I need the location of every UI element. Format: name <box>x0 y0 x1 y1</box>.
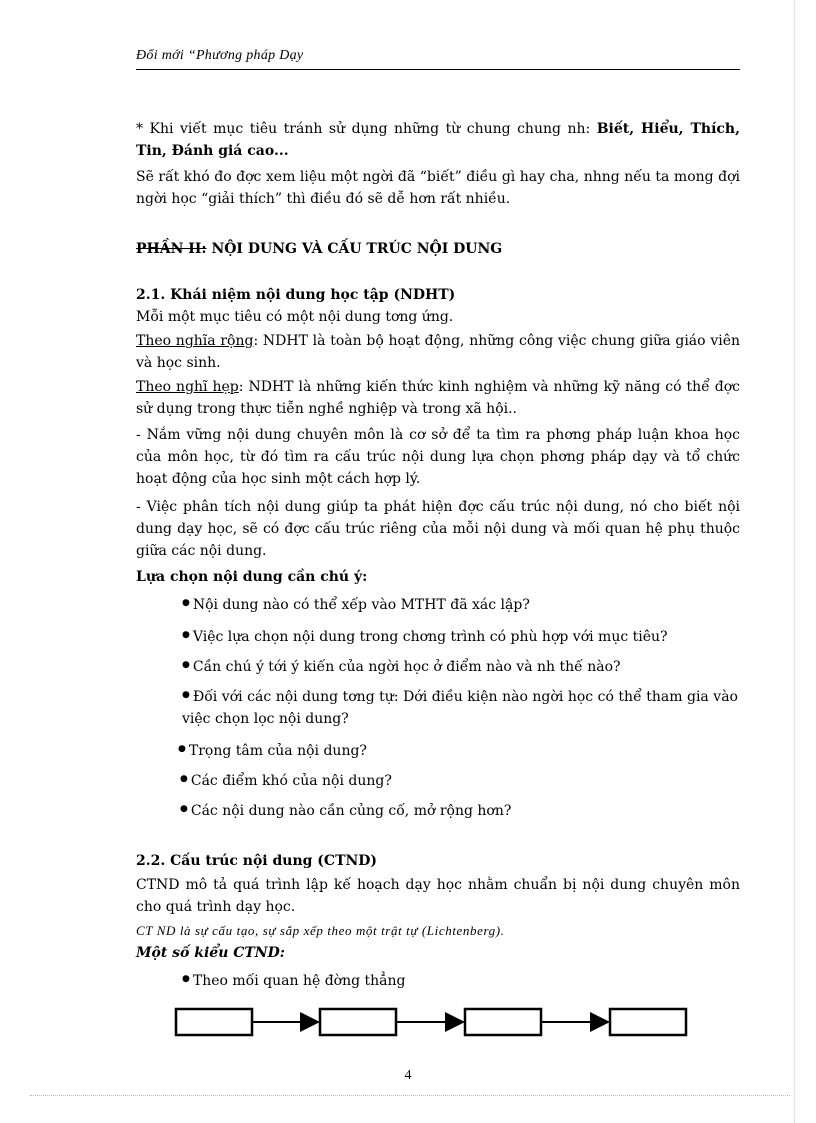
page-edge-dotted-rule <box>794 0 795 1123</box>
bullet-dot-icon: ● <box>182 630 190 640</box>
intro-paragraph: Sẽ rất khó đo đợc xem liệu một ngời đã “biết” điều gì hay cha, nhng nếu ta mong đợi ngời học “giải thích” thì điều đó sẽ dễ hơn rất nhiều. <box>136 169 740 207</box>
bullet-item: ● Nội dung nào có thể xếp vào MTHT đã xác lập? <box>182 597 530 613</box>
flow-box <box>465 1009 541 1035</box>
bullet-item: ● Theo mối quan hệ đờng thẳng <box>182 973 406 989</box>
narrow-definition <box>136 376 740 420</box>
flow-box <box>610 1009 686 1035</box>
page-number: 4 <box>404 1068 412 1083</box>
dash-paragraph-2: - Việc phân tích nội dung giúp ta phát hiện đợc cấu trúc nội dung, nó cho biết nội dung dạy học, sẽ có đợc cấu trúc riêng của mỗi nội dung và mối quan hệ phụ thuộc giữa các nội dung. <box>136 499 740 559</box>
bullet-item: ● Cần chú ý tới ý kiến của ngời học ở điểm nào và nh thế nào? <box>182 659 621 675</box>
intro-note-keywords: Biết, Hiểu, Thích, Tin, Đánh giá cao... <box>136 121 740 159</box>
bullet-dot-icon: ● <box>182 598 190 608</box>
bullet-dot-icon: ● <box>182 974 190 984</box>
part-heading <box>136 238 740 260</box>
header-rule <box>136 69 740 70</box>
bullet-item: ● Các điểm khó của nội dung? <box>180 773 392 789</box>
footer-dotted-rule <box>30 1095 790 1096</box>
bullet-dot-icon: ● <box>180 804 188 814</box>
section-2-2-heading: 2.2. Cấu trúc nội dung (CTND) <box>136 853 378 869</box>
broad-label: Theo nghĩa rộng <box>136 333 254 349</box>
bullet-item: ● Việc lựa chọn nội dung trong chơng trình có phù hợp với mục tiêu? <box>182 629 668 645</box>
bullet-dot-icon: ● <box>178 744 186 754</box>
bullet-item: ● Các nội dung nào cần củng cố, mở rộng hơn? <box>180 803 512 819</box>
bullet-item: ● Trọng tâm của nội dung? <box>178 743 367 759</box>
ctnd-definition: CT ND là sự cấu tạo, sự sắp xếp theo một trật tự (Lichtenberg). <box>136 923 505 938</box>
intro-note-prefix: * Khi viết mục tiêu tránh sử dụng những từ chung chung nh: <box>136 121 591 137</box>
dash-paragraph-1: - Nắm vững nội dung chuyên môn là cơ sở để ta tìm ra phơng pháp luận khoa học của môn học, từ đó tìm ra cấu trúc nội dung lựa chọn phơng pháp dạy và tổ chức hoạt động của học sinh một cách hợp lý. <box>136 427 740 487</box>
narrow-text: : NDHT là những kiến thức kinh nghiệm và những kỹ năng có thể đợc sử dụng trong thực tiễn nghề nghiệp và trong xã hội.. <box>136 379 740 417</box>
broad-definition <box>136 330 740 374</box>
types-heading: Một số kiểu CTND: <box>136 945 285 961</box>
linear-structure-diagram <box>170 1000 700 1040</box>
bullet-dot-icon: ● <box>182 660 190 670</box>
choice-heading: Lựa chọn nội dung cần chú ý: <box>136 569 368 585</box>
bullet-dot-icon: ● <box>180 774 188 784</box>
intro-note <box>136 118 740 162</box>
section-2-2-paragraph: CTND mô tả quá trình lập kế hoạch dạy học nhằm chuẩn bị nội dung chuyên môn cho quá trình dạy học. <box>136 877 740 915</box>
part-title: NỘI DUNG VÀ CẤU TRÚC NỘI DUNG <box>211 241 503 257</box>
broad-text: : NDHT là toàn bộ hoạt động, những công việc chung giữa giáo viên và học sinh. <box>136 333 741 371</box>
running-header: Đổi mới “Phương pháp Dạy <box>136 48 304 63</box>
bullet-item: ● Đối với các nội dung tơng tự: Dới điều kiện nào ngời học có thể tham gia vào việc chọn lọc nội dung? <box>182 689 738 727</box>
part-label: PHẦN II: <box>136 241 207 257</box>
bullet-dot-icon: ● <box>182 690 190 700</box>
narrow-label: Theo nghĩ hẹp <box>136 379 239 395</box>
flow-box <box>176 1009 252 1035</box>
section-2-1-line1: Mỗi một mục tiêu có một nội dung tơng ứng. <box>136 309 454 325</box>
flow-box <box>320 1009 396 1035</box>
section-2-1-heading: 2.1. Khái niệm nội dung học tập (NDHT) <box>136 287 456 303</box>
